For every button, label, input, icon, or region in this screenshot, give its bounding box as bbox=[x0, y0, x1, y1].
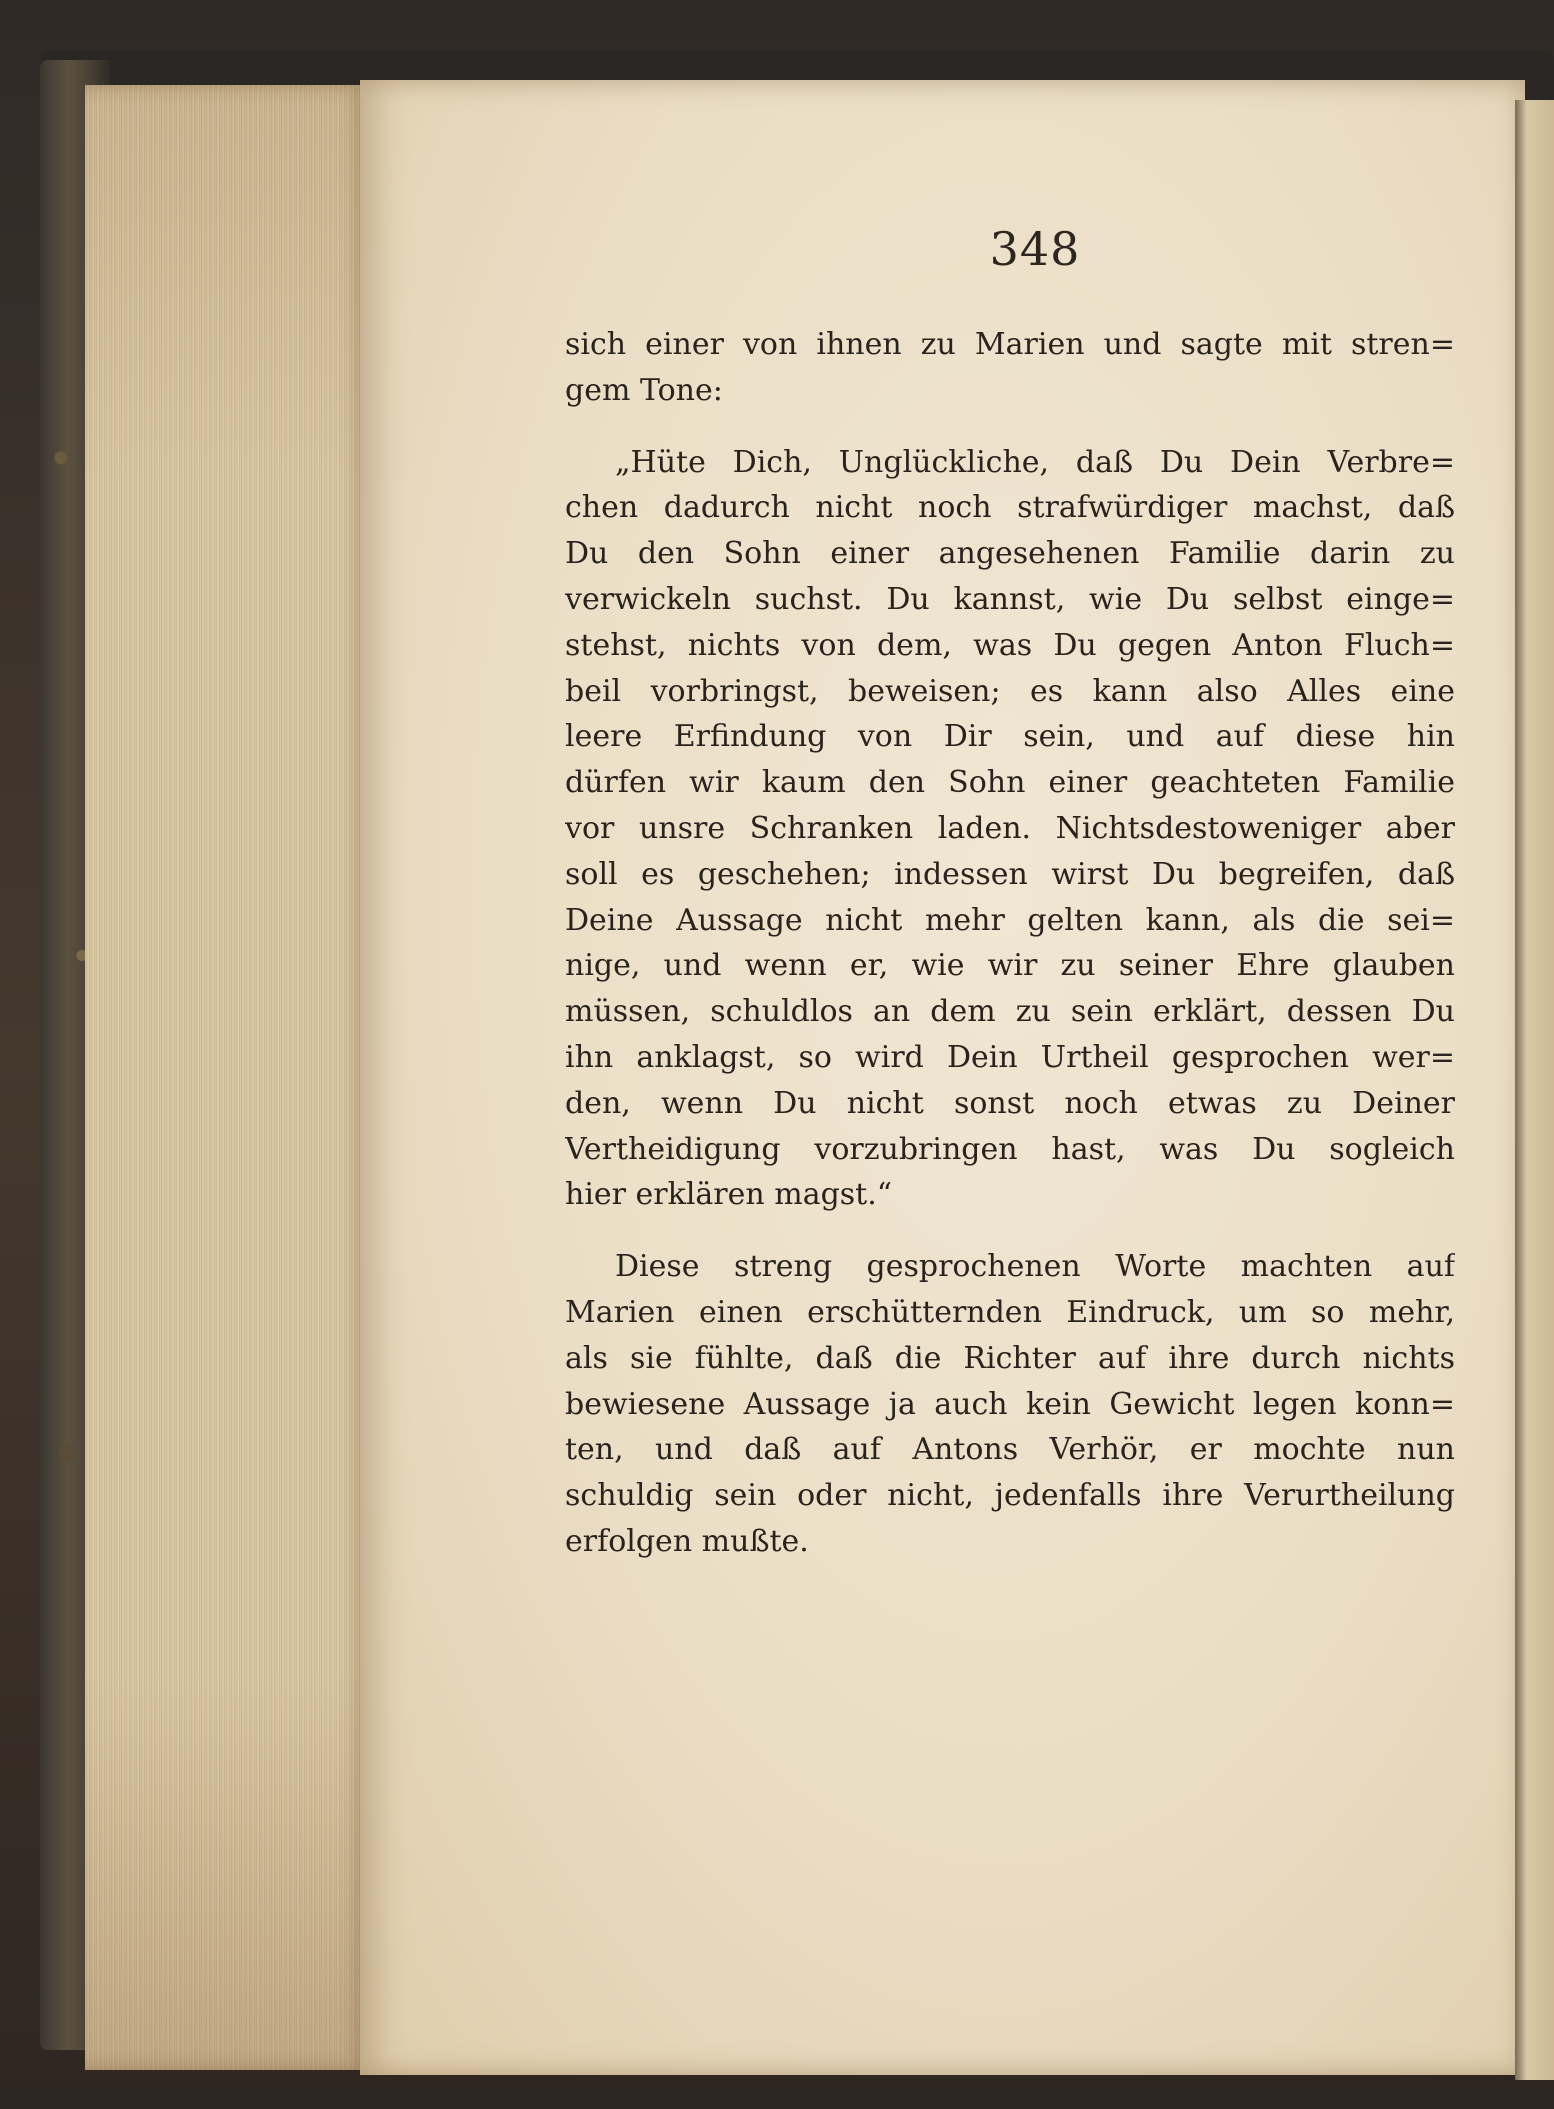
text-line: beil vorbringst, beweisen; es kann also Alles eine bbox=[565, 673, 1455, 709]
text-line: bewiesene Aussage ja auch kein Gewicht legen konn= bbox=[565, 1386, 1455, 1422]
text-line: nige, und wenn er, wie wir zu seiner Ehre glauben bbox=[565, 948, 1455, 984]
text-line: Du den Sohn einer angesehenen Familie darin zu bbox=[565, 536, 1455, 572]
text-line: vor unsre Schranken laden. Nichtsdestoweniger aber bbox=[565, 810, 1455, 846]
text-line: dürfen wir kaum den Sohn einer geachteten Familie bbox=[565, 765, 1455, 801]
text-line: Marien einen erschütternden Eindruck, um so mehr, bbox=[565, 1294, 1455, 1330]
text-line: „Hüte Dich, Unglückliche, daß Du Dein Verbre= bbox=[615, 444, 1455, 480]
page-block-edges bbox=[85, 85, 370, 2070]
page-number: 348 bbox=[989, 222, 1081, 276]
text-line: erfolgen mußte. bbox=[565, 1523, 809, 1559]
body-text bbox=[565, 322, 1455, 1565]
text-line: schuldig sein oder nicht, jedenfalls ihre Verurtheilung bbox=[565, 1478, 1455, 1514]
text-line: hier erklären magst.“ bbox=[565, 1177, 893, 1213]
text-line: Vertheidigung vorzubringen hast, was Du sogleich bbox=[565, 1131, 1455, 1167]
text-line: müssen, schuldlos an dem zu sein erklärt, dessen Du bbox=[565, 994, 1455, 1030]
text-line: soll es geschehen; indessen wirst Du begreifen, daß bbox=[565, 856, 1455, 892]
text-line: Diese streng gesprochenen Worte machten auf bbox=[615, 1249, 1455, 1285]
text-line: als sie fühlte, daß die Richter auf ihre durch nichts bbox=[565, 1340, 1455, 1376]
text-line: verwickeln suchst. Du kannst, wie Du selbst einge= bbox=[565, 581, 1455, 617]
text-line: chen dadurch nicht noch strafwürdiger machst, daß bbox=[565, 490, 1455, 526]
text-line: stehst, nichts von dem, was Du gegen Anton Fluch= bbox=[565, 627, 1455, 663]
text-line: ten, und daß auf Antons Verhör, er mochte nun bbox=[565, 1432, 1455, 1468]
text-line: leere Erfindung von Dir sein, und auf diese hin bbox=[565, 719, 1455, 755]
text-line: ihn anklagst, so wird Dein Urtheil gesprochen wer= bbox=[565, 1039, 1455, 1075]
next-page-edge bbox=[1515, 100, 1554, 2080]
text-line: Deine Aussage nicht mehr gelten kann, als die sei= bbox=[565, 902, 1455, 938]
text-line: gem Tone: bbox=[565, 372, 723, 408]
text-line: sich einer von ihnen zu Marien und sagte mit stren= bbox=[565, 327, 1455, 362]
text-line: den, wenn Du nicht sonst noch etwas zu Deiner bbox=[565, 1085, 1455, 1121]
